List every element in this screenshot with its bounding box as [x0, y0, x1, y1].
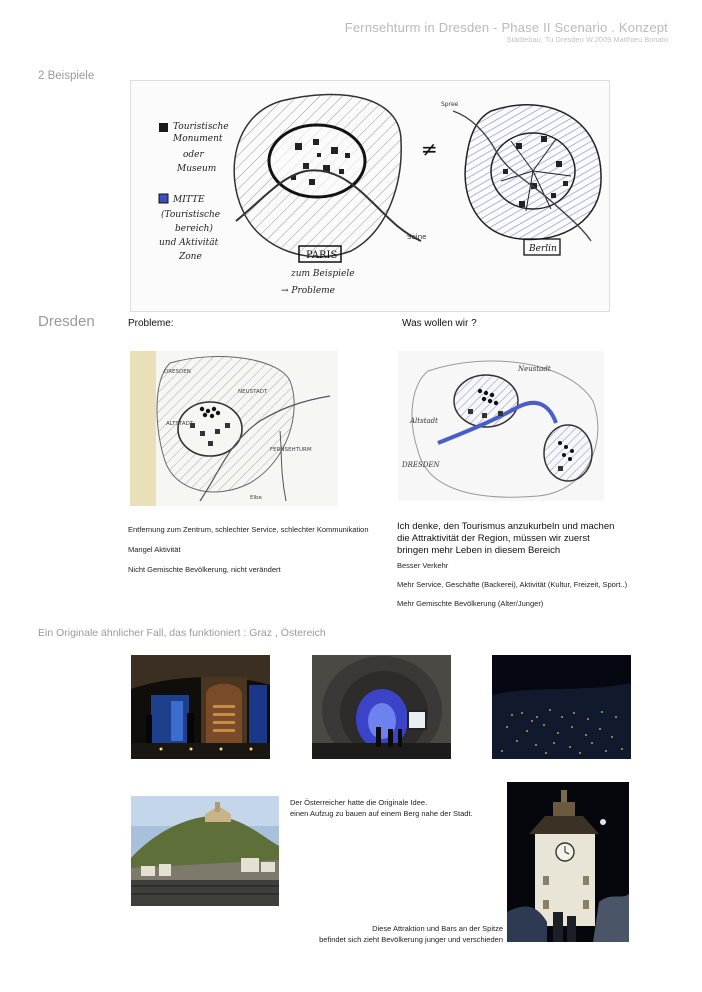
berlin-box-label: Berlin: [529, 244, 557, 254]
sketch-left-dresden: DRESDEN: [164, 369, 191, 375]
problems-list: [128, 524, 378, 575]
photo-graz-elevator-entrance-drawing: [131, 655, 270, 759]
svg-text:zum Beispiele → Probleme: [281, 269, 357, 296]
svg-text:MITTE (Touristische: [159, 195, 223, 262]
problem-item: Mangel Aktivität: [128, 545, 181, 554]
want-item: Mehr Gemischte Bevölkerung (Alter/Junger): [397, 599, 544, 608]
caption-idea-line2: einen Aufzug zu bauen auf einem Berg nahe der Stadt.: [290, 809, 473, 818]
photo-graz-tunnel-drawing: [312, 655, 451, 759]
section-label-dresden: Dresden: [38, 313, 95, 330]
paris-note-line2: → Probleme: [281, 286, 336, 296]
want-item: Mehr Service, Geschäfte (Backerei), Aktivität (Kultur, Freizeit, Sport..): [397, 580, 628, 589]
sketch-right-neustadt: Neustadt: [518, 365, 551, 373]
legend-monument-line1: Touristische: [173, 122, 229, 132]
section-label-graz: Ein Originale ähnlicher Fall, das funktioniert : Graz , Östereich: [38, 627, 326, 639]
not-equal-sign: ≠: [421, 137, 438, 161]
want-item: Besser Verkehr: [397, 561, 449, 570]
legend-monument-line4: Museum: [177, 164, 217, 174]
sketch-dresden-problems: [130, 351, 338, 506]
paris-note-line1: zum Beispiele: [291, 269, 355, 279]
photo-graz-night-city: [492, 655, 631, 759]
problem-item: Entfernung zum Zentrum, schlechter Service, schlechter Kommunikation: [128, 525, 369, 534]
sketch-right-dresden: DRESDEN: [402, 461, 440, 469]
sketch-paris-berlin-drawing: [131, 81, 609, 311]
photo-graz-night-city-drawing: [492, 655, 631, 759]
problems-heading: Probleme:: [128, 318, 174, 329]
caption-idea: [290, 797, 505, 819]
legend-mitte-line1: MITTE: [173, 195, 205, 205]
sketch-left-elbe: Elbe: [250, 495, 262, 501]
intro-statement: Ich denke, den Tourismus anzukurbeln und machen die Attraktivität der Region, müssen wir zuerst bringen mehr Leben in diesem Bereich: [397, 521, 615, 556]
sketch-dresden-wants-drawing: [398, 351, 604, 501]
sketch-paris-berlin: [130, 80, 610, 312]
paris-box-label: PARIS: [306, 250, 338, 261]
legend-mitte-line5: Zone: [179, 252, 202, 262]
photo-graz-tunnel: [312, 655, 451, 759]
wants-list: [397, 560, 687, 609]
problem-item: Nicht Gemischte Bevölkerung, nicht verändert: [128, 565, 281, 574]
sketch-dresden-wants: [398, 351, 604, 501]
sketch-dresden-problems-drawing: [130, 351, 338, 506]
caption-attraction-line2: befindet sich zieht Bevölkerung junger und verschieden: [319, 935, 503, 944]
sketch-label-spree: Spree: [441, 101, 459, 108]
caption-attraction: [288, 923, 503, 945]
legend-mitte-line2: (Touristische: [161, 210, 221, 220]
photo-graz-elevator-entrance: [131, 655, 270, 759]
sketch-left-fernsehturm: FERNSEHTURM: [270, 447, 312, 453]
legend-mitte-line4: und Aktivität: [159, 238, 219, 248]
sketch-left-altstadt: ALTSTADT: [166, 421, 194, 427]
sketch-right-altstadt: Altstadt: [410, 417, 438, 425]
sketch-left-neustadt: NEUSTADT: [238, 389, 268, 395]
page-subtitle: Städtebau, Tu Dresden W.2009 Matthieu Bonato: [506, 35, 668, 44]
page-title: Fernsehturm in Dresden - Phase II Scenario . Konzept: [344, 20, 668, 35]
photo-graz-schlossberg-drawing: [131, 796, 279, 906]
wants-heading: Was wollen wir ?: [402, 318, 477, 329]
legend-mitte-line3: bereich): [175, 224, 213, 234]
section-label-beispiele: 2 Beispiele: [38, 70, 95, 82]
photo-graz-clock-tower: [507, 782, 629, 942]
caption-attraction-line1: Diese Attraktion und Bars an der Spitze: [372, 924, 503, 933]
photo-graz-schlossberg: [131, 796, 279, 906]
legend-monument-line2: Monument: [173, 134, 223, 144]
caption-idea-line1: Der Österreicher hatte die Originale Idee.: [290, 798, 428, 807]
sketch-label-seine: Seine: [407, 233, 427, 241]
legend-monument-line3: oder: [183, 150, 204, 160]
svg-text:Touristische Monument: [172, 122, 231, 174]
photo-graz-clock-tower-drawing: [507, 782, 629, 942]
